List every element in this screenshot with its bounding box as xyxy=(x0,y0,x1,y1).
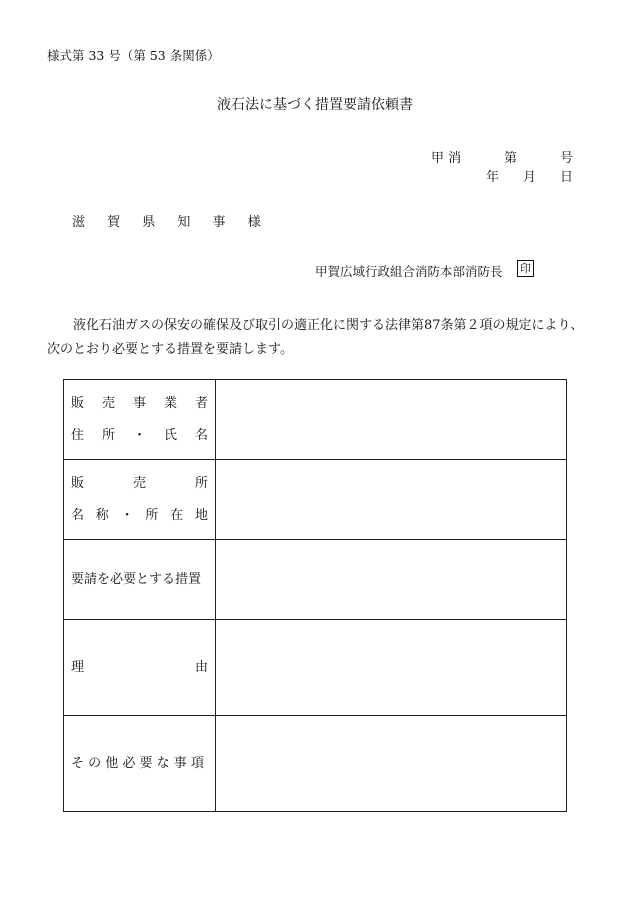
label-cell-other-matters xyxy=(64,716,216,812)
label-char: 地 xyxy=(194,507,208,523)
label-char: ・ xyxy=(132,427,146,443)
label-other-matters: そ の 他 必 要 な 事 項 xyxy=(71,755,204,771)
table-row xyxy=(64,380,567,460)
value-cell-sales-office[interactable] xyxy=(216,460,567,540)
label-char: 所 xyxy=(194,475,208,491)
value-cell-required-measures[interactable] xyxy=(216,540,567,620)
label-char: 住 xyxy=(71,427,85,443)
sender-name: 甲賀広域行政組合消防本部消防長 xyxy=(315,264,503,279)
label-char: 名 xyxy=(194,427,208,443)
table-row xyxy=(64,460,567,540)
value-cell-reason[interactable] xyxy=(216,620,567,716)
label-char: 所 xyxy=(101,427,115,443)
document-title: 液石法に基づく措置要請依頼書 xyxy=(217,97,413,113)
label-char: 氏 xyxy=(163,427,177,443)
reference-dai: 第 xyxy=(504,151,518,166)
seal-mark: 印 xyxy=(517,260,534,277)
table-row xyxy=(64,716,567,812)
table-row xyxy=(64,540,567,620)
request-form-table xyxy=(63,379,567,812)
label-cell-business-operator xyxy=(64,380,216,460)
label-cell-sales-office xyxy=(64,460,216,540)
label-char: 理 xyxy=(71,659,85,675)
reference-prefix: 甲 消 xyxy=(431,151,462,166)
date-day: 日 xyxy=(559,170,573,185)
label-char: 売 xyxy=(101,395,115,411)
label-char: 者 xyxy=(194,395,208,411)
addressee: 滋 賀 県 知 事 様 xyxy=(72,215,270,230)
reference-number-line xyxy=(431,147,573,166)
label-char: 在 xyxy=(170,507,184,523)
value-cell-other-matters[interactable] xyxy=(216,716,567,812)
label-cell-reason xyxy=(64,620,216,716)
label-char: 由 xyxy=(194,659,208,675)
date-month: 月 xyxy=(522,170,536,185)
body-text: 液化石油ガスの保安の確保及び取引の適正化に関する法律第87条第２項の規定により、次のとおり必要とする措置を要請します。 xyxy=(47,318,584,357)
label-char: 事 xyxy=(132,395,146,411)
value-cell-business-operator[interactable] xyxy=(216,380,567,460)
label-char: 称 xyxy=(95,507,109,523)
label-cell-required-measures xyxy=(64,540,216,620)
date-year: 年 xyxy=(486,170,500,185)
label-char: 所 xyxy=(145,507,159,523)
label-char: 販 xyxy=(71,475,85,491)
label-char: 業 xyxy=(163,395,177,411)
date-line xyxy=(486,166,573,185)
label-char: 名 xyxy=(71,507,85,523)
label-char: ・ xyxy=(120,507,134,523)
label-char: 売 xyxy=(132,475,146,491)
reference-go: 号 xyxy=(559,151,573,166)
label-char: 販 xyxy=(71,395,85,411)
form-number: 様式第 33 号（第 53 条関係） xyxy=(47,48,220,63)
label-required-measures: 要請を必要とする措置 xyxy=(71,571,202,587)
table-row xyxy=(64,620,567,716)
